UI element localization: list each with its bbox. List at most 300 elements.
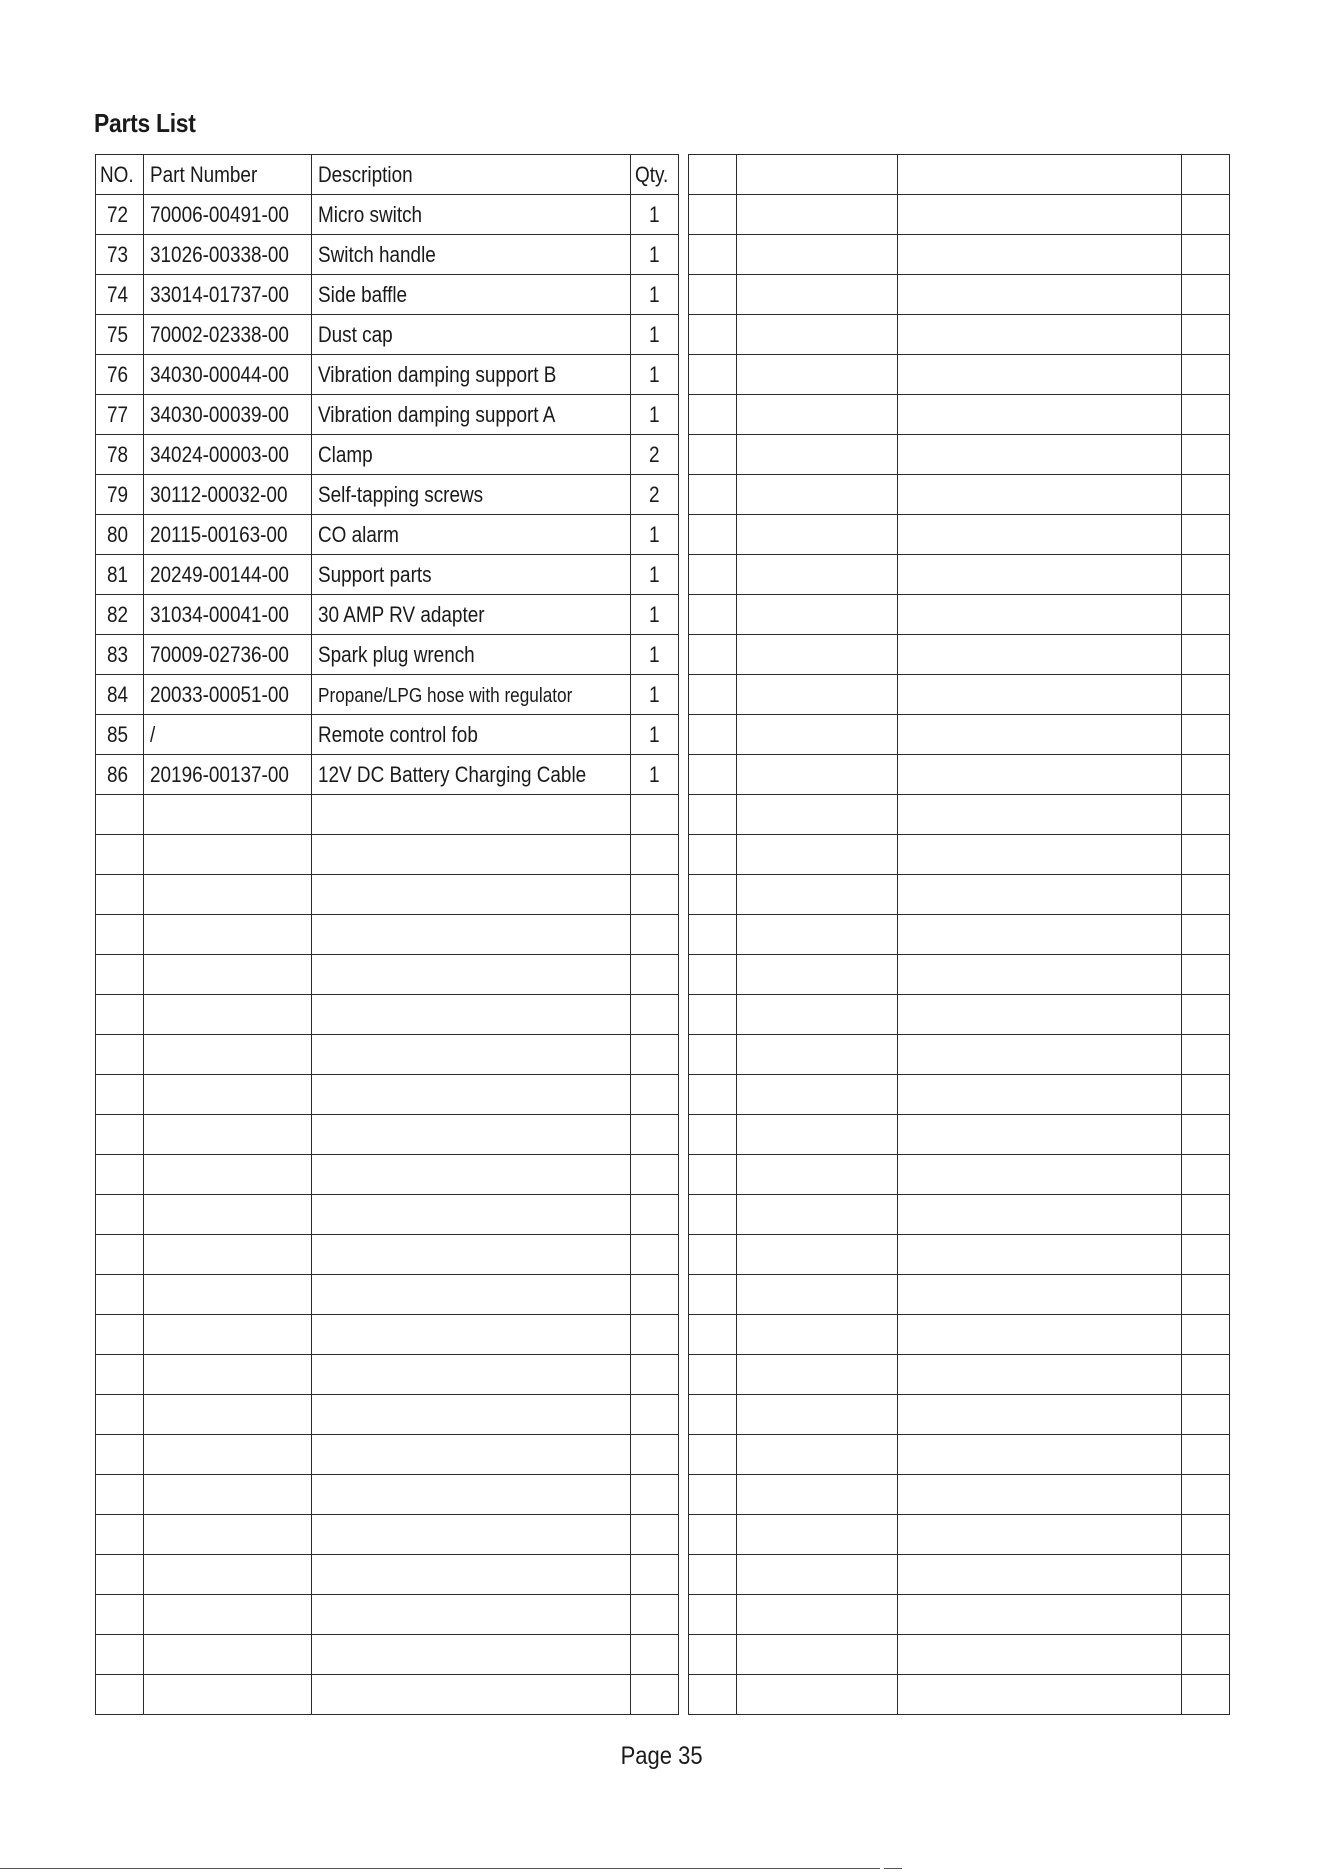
table-row [689, 1675, 1230, 1715]
description-cell [898, 1035, 1182, 1075]
no-cell [689, 1275, 737, 1315]
table-row [96, 475, 679, 515]
description-cell [312, 395, 631, 435]
part-number-cell [144, 995, 312, 1035]
part-number-cell [737, 1155, 898, 1195]
no-cell [96, 355, 144, 395]
description-cell [312, 1515, 631, 1555]
no-cell [689, 395, 737, 435]
part-number-cell [144, 1555, 312, 1595]
description-cell [312, 1155, 631, 1195]
table-row [96, 795, 679, 835]
cell-text: 1 [648, 241, 660, 267]
description-cell [898, 1555, 1182, 1595]
table-row [689, 1555, 1230, 1595]
no-cell [96, 555, 144, 595]
no-cell [96, 955, 144, 995]
table-row [689, 1595, 1230, 1635]
cell-text: 77 [107, 401, 129, 427]
no-cell [96, 315, 144, 355]
description-cell [898, 1315, 1182, 1355]
part-number-cell [144, 1035, 312, 1075]
cell-text: 70009-02736-00 [150, 641, 289, 667]
table-row [96, 435, 679, 475]
cell-text: 33014-01737-00 [150, 281, 289, 307]
cell-text: / [150, 721, 156, 747]
no-cell [96, 1595, 144, 1635]
table-row [96, 1595, 679, 1635]
part-number-cell [737, 955, 898, 995]
description-cell [312, 515, 631, 555]
part-number-cell [144, 835, 312, 875]
cell-text: Side baffle [318, 281, 408, 307]
description-cell [898, 715, 1182, 755]
no-cell [96, 435, 144, 475]
part-number-cell [737, 1595, 898, 1635]
table-row [689, 1315, 1230, 1355]
table-row [96, 1275, 679, 1315]
description-cell [312, 475, 631, 515]
no-cell [689, 635, 737, 675]
description-cell [898, 795, 1182, 835]
page-title: Parts List [94, 108, 196, 138]
no-cell [96, 675, 144, 715]
table-row [96, 1515, 679, 1555]
no-cell [689, 755, 737, 795]
part-number-cell [144, 795, 312, 835]
header-description-cell [312, 155, 631, 195]
qty-cell [1182, 1435, 1230, 1475]
no-cell [689, 875, 737, 915]
description-cell [898, 235, 1182, 275]
description-cell [312, 755, 631, 795]
no-cell [689, 475, 737, 515]
description-cell [898, 875, 1182, 915]
cell-text: 86 [107, 761, 129, 787]
table-row [96, 835, 679, 875]
cell-text: 1 [648, 521, 660, 547]
qty-cell [631, 475, 679, 515]
no-cell [96, 275, 144, 315]
description-cell [312, 1115, 631, 1155]
no-cell [96, 1235, 144, 1275]
description-cell [898, 1115, 1182, 1155]
no-cell [689, 1155, 737, 1195]
no-cell [689, 795, 737, 835]
qty-cell [1182, 795, 1230, 835]
description-cell [312, 555, 631, 595]
qty-cell [1182, 435, 1230, 475]
qty-cell [1182, 1195, 1230, 1235]
description-cell [898, 915, 1182, 955]
description-cell [898, 955, 1182, 995]
part-number-cell [144, 1115, 312, 1155]
part-number-cell [144, 675, 312, 715]
qty-cell [1182, 755, 1230, 795]
description-cell [898, 1275, 1182, 1315]
table-row [96, 235, 679, 275]
cell-text: 1 [648, 641, 660, 667]
cell-text: CO alarm [318, 521, 400, 547]
table-row [96, 995, 679, 1035]
description-cell [898, 675, 1182, 715]
description-cell [312, 1035, 631, 1075]
cell-text: Support parts [318, 561, 433, 587]
table-row [96, 955, 679, 995]
no-cell [689, 1675, 737, 1715]
no-cell [96, 395, 144, 435]
part-number-cell [144, 595, 312, 635]
part-number-cell [737, 795, 898, 835]
cell-text: Clamp [318, 441, 374, 467]
part-number-cell [144, 1315, 312, 1355]
part-number-cell [144, 355, 312, 395]
part-number-cell [144, 955, 312, 995]
cell-text: 20249-00144-00 [150, 561, 289, 587]
description-cell [312, 675, 631, 715]
cell-text: 76 [107, 361, 129, 387]
qty-cell [631, 755, 679, 795]
description-cell [312, 915, 631, 955]
table-row [96, 275, 679, 315]
no-cell [689, 1515, 737, 1555]
part-number-cell [144, 635, 312, 675]
description-cell [312, 1635, 631, 1675]
no-cell [96, 755, 144, 795]
table-row [689, 555, 1230, 595]
table-row [96, 355, 679, 395]
qty-cell [1182, 555, 1230, 595]
cell-text: 34024-00003-00 [150, 441, 289, 467]
table-row [96, 555, 679, 595]
cell-text: 2 [648, 441, 660, 467]
qty-cell [631, 1355, 679, 1395]
table-row [689, 675, 1230, 715]
description-cell [312, 635, 631, 675]
no-cell [689, 1315, 737, 1355]
table-row [689, 1115, 1230, 1155]
qty-cell [631, 1395, 679, 1435]
part-number-cell [737, 235, 898, 275]
description-cell [898, 1475, 1182, 1515]
part-number-cell [737, 315, 898, 355]
description-cell [312, 1675, 631, 1715]
qty-cell [631, 195, 679, 235]
no-cell [96, 1195, 144, 1235]
part-number-cell [737, 355, 898, 395]
description-cell [312, 1275, 631, 1315]
description-cell [312, 715, 631, 755]
table-row [96, 1435, 679, 1475]
no-cell [689, 235, 737, 275]
part-number-cell [144, 1435, 312, 1475]
no-cell [689, 315, 737, 355]
part-number-cell [144, 1235, 312, 1275]
part-number-cell [144, 195, 312, 235]
description-cell [312, 1395, 631, 1435]
part-number-cell [737, 1075, 898, 1115]
cell-text: Vibration damping support A [318, 401, 556, 427]
cell-text: 1 [648, 361, 660, 387]
no-cell [689, 155, 737, 195]
qty-cell [1182, 1075, 1230, 1115]
header-label: NO. [99, 161, 134, 187]
part-number-cell [737, 515, 898, 555]
qty-cell [631, 1275, 679, 1315]
description-cell [898, 995, 1182, 1035]
description-cell [312, 315, 631, 355]
description-cell [312, 1315, 631, 1355]
description-cell [312, 355, 631, 395]
table-row [689, 1075, 1230, 1115]
table-row [689, 835, 1230, 875]
qty-cell [631, 395, 679, 435]
cell-text: 34030-00039-00 [150, 401, 289, 427]
qty-cell [1182, 835, 1230, 875]
part-number-cell [737, 875, 898, 915]
table-row [689, 475, 1230, 515]
part-number-cell [144, 515, 312, 555]
table-row [96, 675, 679, 715]
qty-cell [631, 915, 679, 955]
qty-cell [631, 1475, 679, 1515]
no-cell [96, 1355, 144, 1395]
cell-text: 1 [648, 201, 660, 227]
no-cell [96, 1395, 144, 1435]
qty-cell [1182, 1635, 1230, 1675]
table-row [96, 635, 679, 675]
description-cell [312, 1555, 631, 1595]
page-number-label: Page 35 [621, 1742, 703, 1770]
part-number-cell [737, 915, 898, 955]
part-number-cell [144, 1355, 312, 1395]
part-number-cell [737, 155, 898, 195]
qty-cell [631, 355, 679, 395]
table-row [689, 1515, 1230, 1555]
table-row [96, 1035, 679, 1075]
table-row [689, 1435, 1230, 1475]
no-cell [689, 675, 737, 715]
table-row [689, 1635, 1230, 1675]
cell-text: 70006-00491-00 [150, 201, 289, 227]
cell-text: 30 AMP RV adapter [318, 601, 486, 627]
part-number-cell [144, 1635, 312, 1675]
description-cell [312, 875, 631, 915]
part-number-cell [737, 395, 898, 435]
qty-cell [1182, 275, 1230, 315]
qty-cell [631, 275, 679, 315]
qty-cell [631, 875, 679, 915]
parts-table-left [95, 154, 679, 1715]
description-cell [312, 995, 631, 1035]
description-cell [312, 1075, 631, 1115]
header-label: Part Number [150, 161, 258, 187]
table-row [689, 995, 1230, 1035]
part-number-cell [144, 395, 312, 435]
table-row [96, 1315, 679, 1355]
no-cell [689, 1075, 737, 1115]
qty-cell [631, 1075, 679, 1115]
qty-cell [1182, 1675, 1230, 1715]
no-cell [689, 715, 737, 755]
table-row [689, 875, 1230, 915]
qty-cell [1182, 395, 1230, 435]
part-number-cell [737, 835, 898, 875]
cell-text: 20033-00051-00 [150, 681, 289, 707]
no-cell [689, 555, 737, 595]
table-row [96, 1075, 679, 1115]
qty-cell [1182, 1275, 1230, 1315]
table-row [689, 635, 1230, 675]
header-label: Description [318, 161, 414, 187]
cell-text: 12V DC Battery Charging Cable [318, 761, 587, 787]
part-number-cell [737, 1195, 898, 1235]
qty-cell [631, 235, 679, 275]
part-number-cell [144, 1395, 312, 1435]
cell-text: 1 [648, 681, 660, 707]
header-label: Qty. [635, 161, 669, 187]
no-cell [689, 595, 737, 635]
description-cell [898, 435, 1182, 475]
description-cell [312, 1475, 631, 1515]
cell-text: 70002-02338-00 [150, 321, 289, 347]
part-number-cell [144, 1275, 312, 1315]
part-number-cell [144, 875, 312, 915]
qty-cell [1182, 675, 1230, 715]
description-cell [312, 275, 631, 315]
qty-cell [631, 675, 679, 715]
part-number-cell [737, 1355, 898, 1395]
cell-text: 78 [107, 441, 129, 467]
no-cell [689, 1635, 737, 1675]
part-number-cell [737, 995, 898, 1035]
table-row [96, 715, 679, 755]
no-cell [96, 595, 144, 635]
qty-cell [1182, 1555, 1230, 1595]
part-number-cell [144, 1475, 312, 1515]
description-cell [898, 755, 1182, 795]
table-row [689, 1355, 1230, 1395]
description-cell [898, 1635, 1182, 1675]
cell-text: 1 [648, 281, 660, 307]
qty-cell [1182, 1035, 1230, 1075]
qty-cell [631, 1515, 679, 1555]
table-row [96, 195, 679, 235]
qty-cell [1182, 1355, 1230, 1395]
cell-text: 20196-00137-00 [150, 761, 289, 787]
qty-cell [1182, 1395, 1230, 1435]
cell-text: 1 [648, 601, 660, 627]
qty-cell [631, 315, 679, 355]
no-cell [96, 1115, 144, 1155]
qty-cell [631, 1155, 679, 1195]
description-cell [898, 275, 1182, 315]
part-number-cell [144, 1675, 312, 1715]
part-number-cell [737, 1435, 898, 1475]
description-cell [312, 435, 631, 475]
no-cell [689, 1595, 737, 1635]
qty-cell [1182, 1115, 1230, 1155]
no-cell [689, 1235, 737, 1275]
no-cell [689, 275, 737, 315]
description-cell [312, 1195, 631, 1235]
part-number-cell [144, 755, 312, 795]
part-number-cell [737, 1395, 898, 1435]
part-number-cell [737, 195, 898, 235]
cell-text: Vibration damping support B [318, 361, 557, 387]
table-row [96, 1355, 679, 1395]
table-row [689, 1475, 1230, 1515]
description-cell [898, 1515, 1182, 1555]
table-row [689, 315, 1230, 355]
table-row [96, 1235, 679, 1275]
description-cell [898, 1155, 1182, 1195]
no-cell [96, 915, 144, 955]
qty-cell [1182, 715, 1230, 755]
header-part-number-cell [144, 155, 312, 195]
qty-cell [1182, 955, 1230, 995]
part-number-cell [144, 1515, 312, 1555]
description-cell [898, 195, 1182, 235]
qty-cell [1182, 155, 1230, 195]
no-cell [689, 1035, 737, 1075]
qty-cell [631, 1315, 679, 1355]
no-cell [689, 1355, 737, 1395]
cell-text: 81 [107, 561, 129, 587]
part-number-cell [737, 1635, 898, 1675]
part-number-cell [737, 635, 898, 675]
no-cell [689, 195, 737, 235]
qty-cell [1182, 595, 1230, 635]
table-header-row [96, 155, 679, 195]
part-number-cell [737, 275, 898, 315]
cell-text: Dust cap [318, 321, 394, 347]
description-cell [898, 395, 1182, 435]
description-cell [898, 1395, 1182, 1435]
part-number-cell [737, 1315, 898, 1355]
table-row [689, 155, 1230, 195]
qty-cell [1182, 235, 1230, 275]
qty-cell [1182, 635, 1230, 675]
description-cell [312, 195, 631, 235]
table-row [689, 355, 1230, 395]
no-cell [96, 795, 144, 835]
table-row [689, 755, 1230, 795]
no-cell [96, 715, 144, 755]
table-row [96, 1395, 679, 1435]
description-cell [898, 315, 1182, 355]
table-row [96, 395, 679, 435]
no-cell [689, 1195, 737, 1235]
qty-cell [631, 1595, 679, 1635]
description-cell [898, 1355, 1182, 1395]
description-cell [898, 1075, 1182, 1115]
no-cell [96, 235, 144, 275]
no-cell [96, 195, 144, 235]
table-row [689, 1035, 1230, 1075]
qty-cell [1182, 995, 1230, 1035]
part-number-cell [144, 1195, 312, 1235]
no-cell [96, 635, 144, 675]
description-cell [312, 795, 631, 835]
parts-table-right [688, 154, 1230, 1715]
table-row [96, 1115, 679, 1155]
table-row [689, 595, 1230, 635]
no-cell [96, 1035, 144, 1075]
part-number-cell [737, 1515, 898, 1555]
no-cell [96, 1555, 144, 1595]
qty-cell [631, 835, 679, 875]
